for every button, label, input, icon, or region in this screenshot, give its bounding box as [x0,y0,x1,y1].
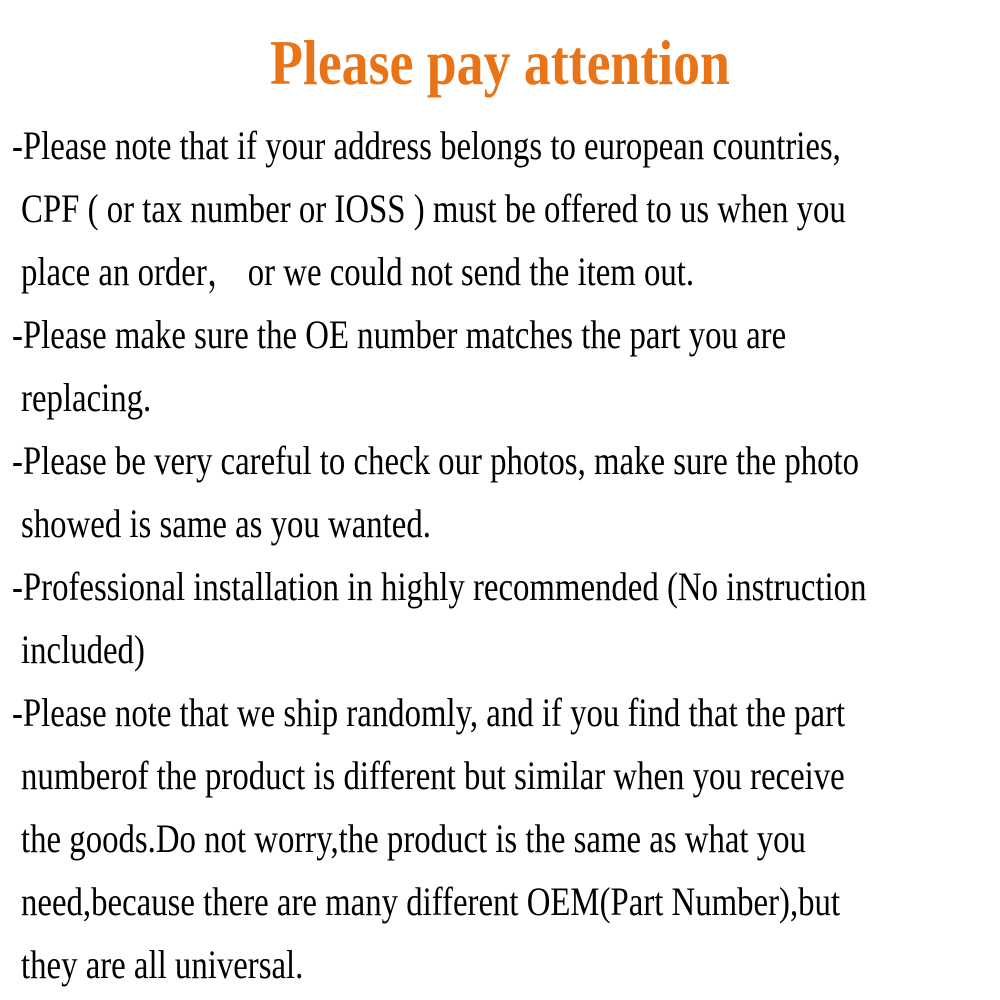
notice-body [0,114,1000,996]
notice-line: included) [21,627,145,672]
notice-line: -Please note that we ship randomly, and if you find that the part [12,690,846,735]
notice-line: -Please note that if your address belongs to european countries, [12,123,841,168]
notice-line: showed is same as you wanted. [21,501,431,546]
notice-line: replacing. [21,375,152,420]
notice-line: -Please make sure the OE number matches the part you are [12,312,787,357]
notice-line: -Professional installation in highly recommended (No instruction [12,564,867,609]
notice-line: need,because there are many different OEM(Part Number),but [21,879,841,924]
page-title: Please pay attention [270,27,730,98]
notice-line: -Please be very careful to check our photos, make sure the photo [12,438,860,483]
notice-line: place an order， or we could not send the item out. [21,249,695,294]
notice-line: they are all universal. [21,942,304,987]
notice-line: CPF ( or tax number or IOSS ) must be offered to us when you [21,186,846,231]
notice-line: the goods.Do not worry,the product is the same as what you [21,816,806,861]
notice-line: numberof the product is different but similar when you receive [21,753,845,798]
